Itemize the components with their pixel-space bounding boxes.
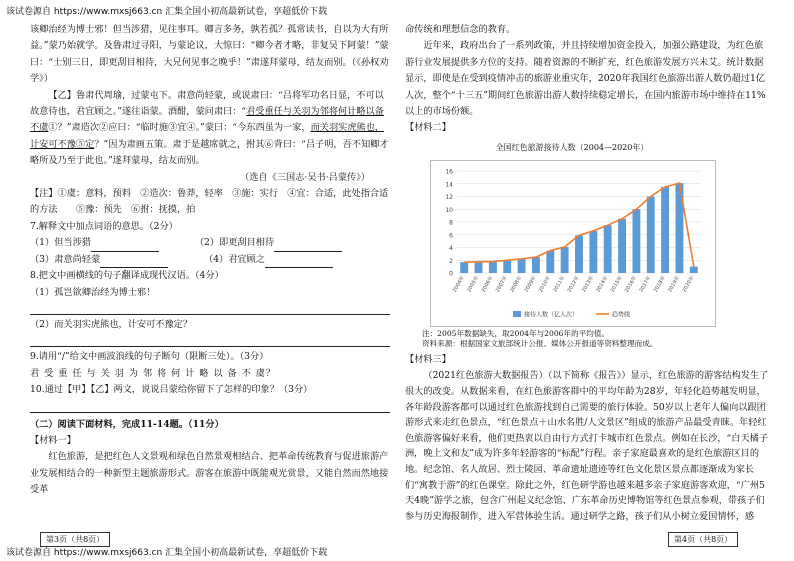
x-tick-label: 2011年	[552, 275, 567, 294]
x-tick-label: 2012年	[566, 275, 581, 294]
bar-2012年	[575, 235, 583, 273]
question-8-part2: （2）而关羽实虎熊也，计安可不豫定？	[30, 318, 193, 330]
x-tick-label: 2015年	[609, 275, 624, 294]
material-1-text: 红色旅游，是把红色人文景观和绿色自然景观相结合、把革命传统教育与促进旅游产业发展相结合的一种新型主题旅游形式。游客在旅游中既能观光赏景，又能自然而然地接受革	[30, 451, 389, 496]
right-column	[405, 22, 770, 137]
page-header: 该试卷源自 https://www.mxsj663.cn 汇集全国小初高最新试卷，享超低价下载	[6, 7, 328, 17]
bar-2013年	[589, 231, 597, 273]
x-tick-label: 2007年	[494, 275, 509, 294]
bar-2016年	[632, 209, 640, 273]
y-tick-label: 14	[445, 181, 453, 189]
question-10: 10.通过【甲】【乙】两文，说说吕蒙给你留下了怎样的印象？（3分）	[30, 384, 313, 396]
chart-source: 资料来源：根据国家文旅部统计公报、媒体公开报道等资料整理而成。	[422, 339, 658, 348]
right-column-lower	[405, 352, 770, 524]
legend-label: 趋势线	[612, 311, 631, 319]
question-7: 7.解释文中加点词语的意思。（2分）	[30, 220, 178, 232]
passage-jia-end: 该卿治经为博士邪！但当涉猎，见往事耳。卿言多务，孰若孤？孤常读书，自以为大有所益。”蒙乃始就学。及鲁肃过寻阳，与蒙论议，大惊曰：“卿今者才略，非复吴下阿蒙！”蒙曰：“士别三日，即更刮目相待，大兄何见事之晚乎！”肃遂拜蒙母，结友而别。（《孙权劝学》）	[30, 24, 389, 85]
red-tourism-chart	[430, 160, 716, 327]
answer-line[interactable]	[30, 301, 390, 315]
x-tick-label: 2019年	[667, 275, 682, 294]
bar-2006年	[489, 262, 497, 273]
material-3-text: （2021红色旅游大数据报告）（以下简称《报告》）显示，红色旅游的游客结构发生了很大的改变。从数据来看，在红色旅游客群中的平均年龄为28岁，年轻化趋势越发明显，各年龄段游客都可以通过红色旅游找到自己需要的旅行体验。50岁以上老年人偏向以跟团游形式来走红色景点，“红色景点＋山水名胜/人文景区”组成的旅游产品最受青睐。年轻红色旅游客偏好来看，他们更热衷以自由行方式打卡城市红色景点。例如在长沙，“白天橘子洲，晚上文和友”成为许多年轻游客的“标配”行程。亲子家庭最喜欢的是红色旅游区目的地。纪念馆、名人故居、烈士陵园、革命遗址遗迹等红色文化景区景点都逐渐成为家长们“寓教于游”的红色课堂。除此之外，红色研学游也越来越多亲子家庭游客欢迎，“广州5天4晚”游学之旅，包含广州起义纪念馆、广东革命历史博物馆等红色景点参观，带孩子们参与历史海报制作，进入军营体验生活。通过研学之路，孩子们从小树立爱国情怀，感	[405, 370, 769, 522]
question-7-row2: （3）肃意尚轻蒙 （4）君宜顾之	[30, 252, 390, 268]
bar-2011年	[561, 247, 569, 273]
chart-svg	[431, 161, 715, 326]
bar-2017年	[647, 197, 655, 274]
passage-source: （选自《三国志·吴书·吕蒙传》）	[240, 171, 370, 183]
page-number-right: 第4页（共8页）	[668, 532, 738, 547]
page-number-left: 第3页（共8页）	[40, 532, 110, 547]
bar-2007年	[503, 260, 511, 273]
material-1-label: 【材料一】	[30, 434, 76, 446]
y-tick-label: 10	[445, 206, 453, 214]
y-tick-label: 0	[449, 270, 453, 278]
legend-swatch-bars	[513, 311, 521, 317]
bar-2014年	[604, 225, 612, 273]
x-tick-label: 2020年	[681, 275, 696, 294]
x-tick-label: 2013年	[581, 275, 596, 294]
answer-blank[interactable]	[265, 257, 333, 268]
answer-line[interactable]	[30, 399, 390, 413]
x-tick-label: 2018年	[652, 275, 667, 294]
x-tick-label: 2008年	[509, 275, 524, 294]
legend-label: 接待人数（亿人次）	[524, 311, 579, 319]
bar-2005年	[475, 262, 483, 273]
y-tick-label: 16	[445, 168, 453, 176]
section-2-heading: （二）阅读下面材料，完成11-14题。（11分）	[30, 418, 224, 430]
underlined-sentence-1: 君受重任与关羽为邻将何计略以备不虞	[30, 106, 384, 134]
bar-2020年	[690, 267, 698, 273]
chart-title: 全国红色旅游接待人数（2004—2020年）	[495, 143, 649, 152]
chart-notes	[422, 329, 782, 349]
page-footer: 该试卷源自 https://www.mxsj663.cn 汇集全国小初高最新试卷，享超低价下载	[6, 548, 328, 558]
x-tick-label: 2009年	[523, 275, 538, 294]
bar-2018年	[661, 187, 669, 273]
x-tick-label: 2016年	[624, 275, 639, 294]
x-tick-label: 2014年	[595, 275, 610, 294]
underlined-sentence-2: 而关羽实虎熊也，计安可不豫⑤定	[30, 122, 385, 150]
question-8: 8.把文中画横线的句子翻译成现代汉语。（4分）	[30, 270, 224, 282]
answer-blank[interactable]	[274, 241, 342, 252]
answer-line[interactable]	[30, 333, 390, 347]
x-tick-label: 2017年	[638, 275, 653, 294]
y-tick-label: 12	[445, 194, 453, 201]
bar-2008年	[518, 259, 526, 273]
question-8-part1: （1）孤岂欲卿治经为博士邪！	[30, 286, 156, 298]
material-1-paragraph: 近年来，政府出台了一系列政策，并且持续增加资金投入，加强公路建设，为红色旅游行业发展提供多方位的支持。随着资源的不断扩充，红色旅游发展方兴未艾。统计数据显示，即使是在受到疫情冲击的旅游业重灾年，2020年我国红色旅游出游人数仍超过1亿人次，整个“十三五”期间红色旅游出游人数持续稳定增长，在国内旅游市场中维持在11%以上的市场份额。	[405, 40, 766, 118]
x-tick-label: 2005年	[466, 275, 481, 294]
bar-2010年	[546, 251, 554, 273]
bar-2015年	[618, 219, 626, 273]
question-9-sentence: 君 受 重 任 与 关 羽 为 邻 将 何 计 略 以 备 不 虞？	[30, 367, 277, 379]
y-tick-label: 4	[449, 245, 453, 252]
x-tick-label: 2010年	[537, 275, 553, 294]
question-9: 9.请用“/”给文中画波浪线的句子断句（限断三处）。（3分）	[30, 351, 269, 363]
y-tick-label: 6	[449, 232, 453, 240]
answer-blank[interactable]	[91, 241, 159, 252]
bar-2009年	[532, 257, 540, 273]
x-tick-label: 2006年	[480, 275, 495, 294]
left-column	[30, 22, 390, 499]
x-tick-label: 2004年	[451, 275, 466, 294]
y-tick-label: 2	[449, 257, 453, 265]
material-2-label: 【材料二】	[405, 122, 451, 134]
passage-yi: 【乙】鲁肃代周瑜，过蒙屯下。肃意尚轻蒙，或说肃曰：“吕将军功名日显，不可以故意待也，君宜顾之。”遂往诣蒙。酒酣，蒙问肃曰：“君受重任与关羽为邻将何计略以备不虞①？”肃造次②应曰：“临时施③宜④。”蒙曰：“今东西虽为一家，而关羽实虎熊也，计安可不豫⑤定？”因为肃画五策。肃于是越席就之，拊其⑥背曰：“吕子明，吾不知卿才略所及乃至于此也。”遂拜蒙母，结友而别。	[30, 89, 389, 167]
material-3-label: 【材料三】	[405, 354, 451, 365]
answer-blank[interactable]	[100, 257, 168, 268]
chart-note: 注：2005年数据缺失，取2004年与2006年的平均值。	[422, 329, 610, 338]
y-tick-label: 8	[449, 219, 453, 227]
question-7-row1: （1）但当涉猎 （2）即更刮目相待	[30, 235, 390, 251]
annotation-note: 【注】①虞：意料，预料 ②造次：鲁莽，轻率 ③施：实行 ④宜：合适，此处指合适的方法 ⑤豫：预先 ⑥拊：抚摸，拍	[30, 188, 389, 216]
material-1-continued: 命传统和理想信念的教育。	[405, 24, 516, 35]
bar-2004年	[460, 262, 468, 273]
